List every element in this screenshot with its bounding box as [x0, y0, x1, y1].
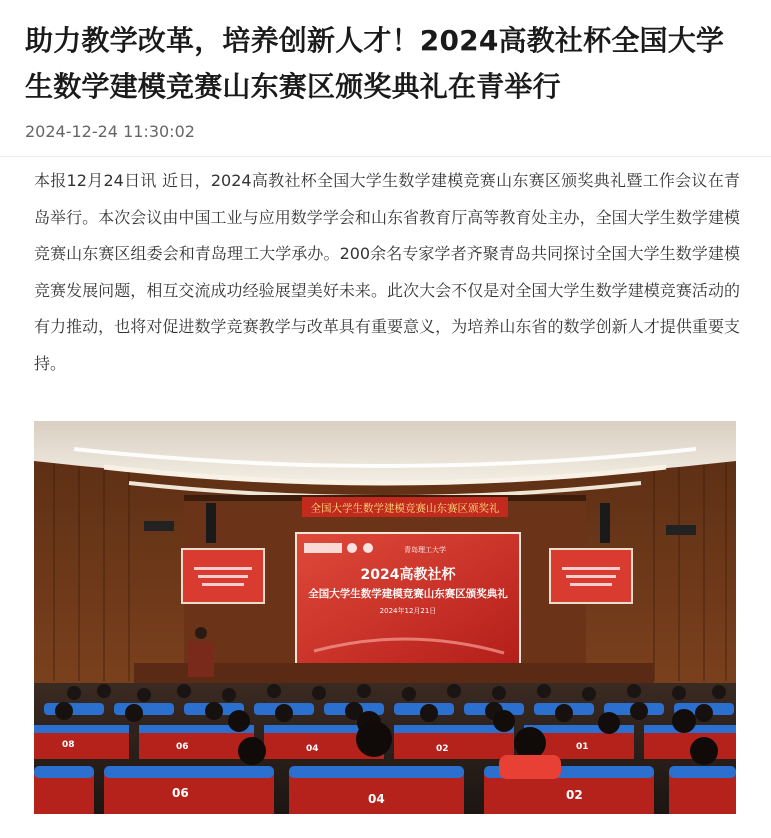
header-divider [0, 156, 771, 157]
seat-number: 02 [566, 788, 583, 802]
article-title: 助力教学改革，培养创新人才！2024高教社杯全国大学生数学建模竞赛山东赛区颁奖典礼在青举行 [25, 24, 725, 103]
screen-date: 2024年12月21日 [379, 607, 437, 615]
publish-timestamp: 2024-12-24 11:30:02 [25, 122, 195, 141]
seat-number: 06 [172, 786, 189, 800]
seat-number: 04 [368, 792, 385, 806]
screen-title-line1: 2024高教社杯 [360, 567, 456, 583]
screen-title-line2: 全国大学生数学建模竞赛山东赛区颁奖典礼 [308, 588, 508, 600]
ceremony-photo-drawing [34, 421, 736, 814]
seat-number: 06 [176, 742, 189, 752]
ceremony-photo [34, 421, 736, 814]
article-body: 本报12月24日讯 近日，2024高教社杯全国大学生数学建模竞赛山东赛区颁奖典礼暨工作会议在青岛举行。本次会议由中国工业与应用数学学会和山东省教育厅高等教育处主办，全国大学生数学建模竞赛山东赛区组委会和青岛理工大学承办。200余名专家学者齐聚青岛共同探讨全国大学生数学建模竞赛发展问题，相互交流成功经验展望美好未来。此次大会不仅是对全国大学生数学建模竞赛活动的有力推动，也将对促进数学竞赛教学与改革具有重要意义，为培养山东省的数学创新人才提供重要支持。 [34, 171, 740, 373]
seat-number: 08 [62, 740, 75, 750]
stage-banner: 全国大学生数学建模竞赛山东赛区颁奖礼 [310, 502, 500, 515]
screen-logo-text: 青岛理工大学 [404, 546, 446, 554]
seat-number: 01 [576, 742, 589, 752]
seat-number: 04 [306, 744, 319, 754]
seat-number: 02 [436, 744, 449, 754]
